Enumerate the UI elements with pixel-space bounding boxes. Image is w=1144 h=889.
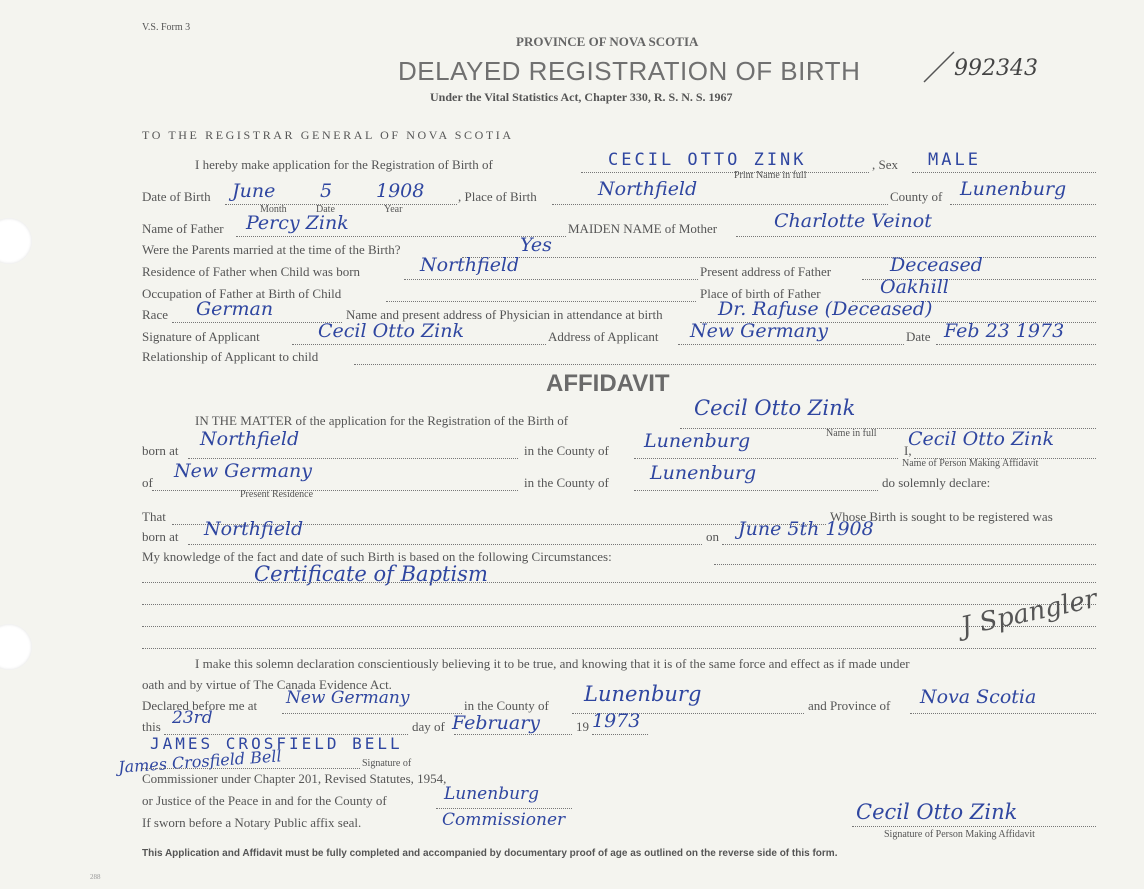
application-intro: I hereby make application for the Registration of Birth of bbox=[195, 157, 493, 172]
year-value: 1973 bbox=[592, 710, 641, 732]
occupation-label: Occupation of Father at Birth of Child bbox=[142, 286, 342, 301]
declaration-text-2: oath and by virtue of The Canada Evidence Act. bbox=[142, 677, 392, 692]
father-label: Name of Father bbox=[142, 221, 224, 236]
year-line bbox=[592, 734, 648, 735]
month-line bbox=[454, 734, 572, 735]
father-line bbox=[236, 236, 566, 237]
county3-value: Lunenburg bbox=[584, 682, 702, 706]
circumstance-value: Certificate of Baptism bbox=[254, 562, 488, 586]
pob-value: Northfield bbox=[598, 178, 698, 200]
declared-value: New Germany bbox=[286, 688, 410, 708]
addressee-line: TO THE REGISTRAR GENERAL OF NOVA SCOTIA bbox=[142, 128, 514, 142]
father-pob-label: Place of birth of Father bbox=[700, 286, 821, 301]
commissioner-sig-line bbox=[142, 768, 360, 769]
dob-day: 5 bbox=[320, 180, 333, 202]
reg-number-slash bbox=[920, 48, 960, 88]
province-label: and Province of bbox=[808, 698, 891, 713]
county-label: County of bbox=[890, 189, 943, 204]
print-code: 288 bbox=[90, 873, 101, 881]
person-value: Cecil Otto Zink bbox=[908, 428, 1054, 450]
physician-label: Name and present address of Physician in attendance at birth bbox=[346, 307, 663, 322]
this-label: this bbox=[142, 719, 161, 734]
county2-value: Lunenburg bbox=[650, 462, 757, 484]
signature-of-label: Signature of bbox=[362, 758, 412, 769]
applicant-address-value: New Germany bbox=[690, 320, 828, 342]
married-line bbox=[462, 257, 1096, 258]
affiant-residence-value: New Germany bbox=[174, 460, 312, 482]
punch-hole-bottom bbox=[0, 624, 32, 670]
year-prefix: 19 bbox=[576, 719, 589, 734]
form-code: V.S. Form 3 bbox=[142, 22, 191, 33]
father-value: Percy Zink bbox=[246, 212, 349, 234]
mother-value: Charlotte Veinot bbox=[774, 210, 932, 232]
father-pob-value: Oakhill bbox=[880, 276, 949, 298]
county-line bbox=[950, 204, 1096, 205]
county1-line bbox=[634, 458, 898, 459]
on-label: on bbox=[706, 529, 719, 544]
declared-line bbox=[282, 713, 462, 714]
registrar-signature: J Spangler bbox=[958, 583, 1100, 643]
commissioner-print-name: JAMES CROSFIELD BELL bbox=[150, 734, 403, 753]
form-subtitle: Under the Vital Statistics Act, Chapter 330, R. S. N. S. 1967 bbox=[430, 90, 733, 104]
born-at-label: born at bbox=[142, 443, 179, 458]
county2-line bbox=[634, 490, 878, 491]
married-value: Yes bbox=[520, 234, 552, 256]
justice-label: or Justice of the Peace in and for the County of bbox=[142, 793, 387, 808]
sex-line bbox=[912, 172, 1096, 173]
punch-hole-top bbox=[0, 218, 32, 264]
mother-label: MAIDEN NAME of Mother bbox=[568, 221, 718, 236]
day-of-label: day of bbox=[412, 719, 445, 734]
relationship-label: Relationship of Applicant to child bbox=[142, 349, 319, 364]
circ-line-2 bbox=[142, 604, 1096, 605]
of-label: of bbox=[142, 475, 153, 490]
declaration-text-1: I make this solemn declaration conscientiously believing it to be true, and knowing that it is of the same force and effect as if made under bbox=[195, 656, 910, 671]
person-caption: Name of Person Making Affidavit bbox=[902, 458, 1039, 469]
residence-line bbox=[404, 279, 698, 280]
residence-caption: Present Residence bbox=[240, 489, 314, 500]
affidavit-heading: AFFIDAVIT bbox=[546, 370, 670, 397]
county-value: Lunenburg bbox=[960, 178, 1067, 200]
registration-number: 992343 bbox=[954, 56, 1038, 81]
applicant-address-line bbox=[678, 344, 904, 345]
declare-label: do solemnly declare: bbox=[882, 475, 991, 490]
application-date-label: Date bbox=[906, 329, 931, 344]
that-label: That bbox=[142, 509, 166, 524]
province-heading: PROVINCE OF NOVA SCOTIA bbox=[516, 34, 699, 49]
affiant-caption: Signature of Person Making Affidavit bbox=[884, 829, 1035, 840]
province-value: Nova Scotia bbox=[920, 686, 1037, 708]
residence-line-aff bbox=[152, 490, 518, 491]
present-address-label: Present address of Father bbox=[700, 264, 832, 279]
month-value: February bbox=[452, 712, 541, 734]
born-at-label-2: born at bbox=[142, 529, 179, 544]
justice-county-value: Lunenburg bbox=[444, 784, 540, 804]
residence-value: Northfield bbox=[420, 254, 520, 276]
born-at-value: Northfield bbox=[200, 428, 300, 450]
notary-label: If sworn before a Notary Public affix seal. bbox=[142, 815, 362, 830]
applicant-signature-line bbox=[292, 344, 546, 345]
commissioner-title-value: Commissioner bbox=[442, 810, 566, 830]
sex-label: , Sex bbox=[872, 157, 898, 172]
i-label: I, bbox=[904, 443, 912, 458]
race-value: German bbox=[196, 298, 274, 320]
justice-line bbox=[436, 808, 572, 809]
child-name-value: CECIL OTTO ZINK bbox=[608, 150, 807, 170]
born-at2-line bbox=[188, 544, 702, 545]
in-county-label-2: in the County of bbox=[524, 475, 609, 490]
applicant-address-label: Address of Applicant bbox=[548, 329, 659, 344]
name-caption: Print Name in full bbox=[734, 170, 807, 181]
pob-label: , Place of Birth bbox=[458, 189, 537, 204]
circ-line-4 bbox=[142, 648, 1096, 649]
race-label: Race bbox=[142, 307, 168, 322]
present-address-value: Deceased bbox=[890, 254, 983, 276]
born-at-line bbox=[188, 458, 518, 459]
dob-year: 1908 bbox=[376, 180, 425, 202]
form-title: DELAYED REGISTRATION OF BIRTH bbox=[398, 56, 861, 86]
knowledge-line bbox=[714, 564, 1096, 565]
dob-label: Date of Birth bbox=[142, 189, 211, 204]
pob-line bbox=[552, 204, 888, 205]
application-date-value: Feb 23 1973 bbox=[944, 320, 1065, 342]
applicant-signature-label: Signature of Applicant bbox=[142, 329, 260, 344]
occupation-line bbox=[386, 301, 696, 302]
circ-line-3 bbox=[142, 626, 1096, 627]
affiant-sig-line bbox=[852, 826, 1096, 827]
race-line bbox=[172, 322, 342, 323]
relationship-line bbox=[354, 364, 1096, 365]
in-county-label-1: in the County of bbox=[524, 443, 609, 458]
commissioner-label: Commissioner under Chapter 201, Revised Statutes, 1954, bbox=[142, 771, 447, 786]
matter-label: IN THE MATTER of the application for the Registration of the Birth of bbox=[195, 413, 569, 428]
residence-label: Residence of Father when Child was born bbox=[142, 264, 361, 279]
on-value: June 5th 1908 bbox=[738, 518, 874, 540]
whose-birth-label: Whose Birth is sought to be registered was bbox=[830, 509, 1053, 524]
knowledge-label: My knowledge of the fact and date of such Birth is based on the following Circumstances: bbox=[142, 549, 612, 564]
name-full-caption: Name in full bbox=[826, 428, 877, 439]
province-line bbox=[910, 713, 1096, 714]
year-caption: Year bbox=[384, 204, 403, 215]
name-line bbox=[581, 172, 869, 173]
applicant-signature-value: Cecil Otto Zink bbox=[318, 320, 464, 342]
county1-value: Lunenburg bbox=[644, 430, 751, 452]
physician-value: Dr. Rafuse (Deceased) bbox=[718, 298, 933, 320]
in-county-label-3: in the County of bbox=[464, 698, 549, 713]
sex-value: MALE bbox=[928, 150, 981, 170]
born-at2-value: Northfield bbox=[204, 518, 304, 540]
circ-line-1 bbox=[142, 582, 1096, 583]
affiant-signature: Cecil Otto Zink bbox=[856, 800, 1018, 824]
day-value: 23rd bbox=[172, 708, 213, 728]
declared-label: Declared before me at bbox=[142, 698, 258, 713]
matter-value: Cecil Otto Zink bbox=[694, 396, 856, 420]
dob-month: June bbox=[232, 180, 276, 202]
mother-line bbox=[736, 236, 1096, 237]
commissioner-signature: James Crosfield Bell bbox=[117, 746, 283, 777]
application-date-line bbox=[936, 344, 1096, 345]
month-caption: Month bbox=[260, 204, 287, 215]
date-caption: Date bbox=[316, 204, 335, 215]
footer-note: This Application and Affidavit must be fully completed and accompanied by documentary proof of age as outlined on the reverse side of this form. bbox=[142, 848, 838, 859]
on-line bbox=[722, 544, 1096, 545]
married-label: Were the Parents married at the time of the Birth? bbox=[142, 242, 401, 257]
